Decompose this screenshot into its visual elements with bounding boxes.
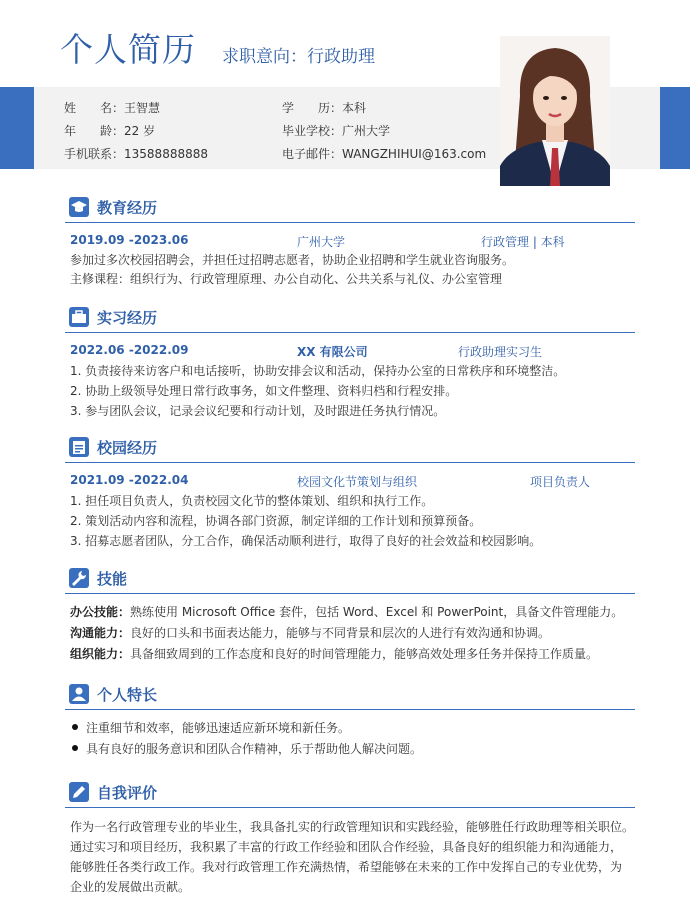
campus-project: 校园文化节策划与组织 <box>297 475 418 489</box>
section-title: 技能 <box>97 570 128 588</box>
section-title: 实习经历 <box>97 309 158 327</box>
calendar-icon <box>69 437 89 457</box>
email-value: WANGZHIHUI@163.com <box>342 147 487 161</box>
age-row: 年 龄：22 岁 <box>64 124 156 138</box>
intern-item: 1. 负责接待来访客户和电话接听，协助安排会议和活动，保持办公室的日常秩序和环境整洁。 <box>70 364 566 378</box>
evaluation-line: 能够胜任各类行政工作。我对行政管理工作充满热情，希望能够在未来的工作中发挥自己的专业优势，为 <box>70 860 623 874</box>
skill-text: 熟练使用 Microsoft Office 套件，包括 Word、Excel 和 PowerPoint，具备文件管理能力。 <box>130 605 624 619</box>
intern-role: 行政助理实习生 <box>458 345 543 359</box>
name-value: 王智慧 <box>124 101 161 115</box>
job-objective: 求职意向：行政助理 <box>222 47 375 67</box>
skill-item <box>70 645 598 662</box>
wrench-icon <box>69 568 89 588</box>
left-accent-bar <box>0 87 34 169</box>
school-value: 广州大学 <box>342 124 391 138</box>
skill-item <box>70 603 623 620</box>
skill-label: 沟通能力： <box>70 626 131 640</box>
skill-text: 具备细致周到的工作态度和良好的时间管理能力，能够高效处理多任务并保持工作质量。 <box>130 647 599 661</box>
bullet-dot <box>72 724 78 730</box>
edu-school: 广州大学 <box>297 235 346 249</box>
phone-row: 手机联系：13588888888 <box>64 147 208 161</box>
section-internship <box>65 304 635 333</box>
campus-item: 1. 担任项目负责人，负责校园文化节的整体策划、组织和执行工作。 <box>70 494 434 508</box>
edu-line: 参加过多次校园招聘会，并担任过招聘志愿者，协助企业招聘和学生就业咨询服务。 <box>70 253 515 267</box>
school-row: 毕业学校：广州大学 <box>282 124 391 138</box>
section-evaluation <box>65 779 635 808</box>
profile-photo <box>500 36 610 186</box>
campus-role: 项目负责人 <box>530 475 591 489</box>
section-traits <box>65 681 635 710</box>
section-campus <box>65 434 635 463</box>
intern-item: 2. 协助上级领导处理日常行政事务，如文件整理、资料归档和行程安排。 <box>70 384 458 398</box>
page-title: 个人简历 <box>60 30 196 69</box>
campus-item: 3. 招募志愿者团队，分工合作，确保活动顺利进行，取得了良好的社会效益和校园影响。 <box>70 534 542 548</box>
skill-item <box>70 624 550 641</box>
campus-date: 2021.09 -2022.04 <box>70 473 189 487</box>
intern-date: 2022.06 -2022.09 <box>70 343 189 357</box>
skill-text: 良好的口头和书面表达能力，能够与不同背景和层次的人进行有效沟通和协调。 <box>130 626 551 640</box>
skill-label: 办公技能： <box>70 605 131 619</box>
email-row: 电子邮件：WANGZHIHUI@163.com <box>282 147 487 161</box>
section-skills <box>65 565 635 594</box>
edu-line: 主修课程：组织行为、行政管理原理、办公自动化、公共关系与礼仪、办公室管理 <box>70 272 503 286</box>
evaluation-line: 通过实习和项目经历，我积累了丰富的行政工作经验和团队合作经验，具备良好的组织能力和沟通能力， <box>70 840 623 854</box>
trait-item: 注重细节和效率，能够迅速适应新环境和新任务。 <box>86 721 351 735</box>
person-icon <box>69 684 89 704</box>
skill-label: 组织能力： <box>70 647 131 661</box>
edu-major: 行政管理 | 本科 <box>481 235 565 249</box>
section-title: 校园经历 <box>97 439 158 457</box>
intern-company: XX 有限公司 <box>297 345 368 359</box>
section-education <box>65 194 635 223</box>
phone-value: 13588888888 <box>124 147 208 161</box>
evaluation-line: 企业的发展做出贡献。 <box>70 880 191 894</box>
edu-date: 2019.09 -2023.06 <box>70 233 189 247</box>
age-value: 22 岁 <box>124 124 156 138</box>
edu-value: 本科 <box>342 101 367 115</box>
trait-item: 具有良好的服务意识和团队合作精神，乐于帮助他人解决问题。 <box>86 742 423 756</box>
section-title: 自我评价 <box>97 784 158 802</box>
graduation-cap-icon <box>69 197 89 217</box>
section-title: 个人特长 <box>97 686 158 704</box>
edu-row: 学 历：本科 <box>282 101 367 115</box>
pencil-icon <box>69 782 89 802</box>
intern-item: 3. 参与团队会议，记录会议纪要和行动计划，及时跟进任务执行情况。 <box>70 404 446 418</box>
section-title: 教育经历 <box>97 199 158 217</box>
name-row: 姓 名：王智慧 <box>64 101 161 115</box>
campus-item: 2. 策划活动内容和流程，协调各部门资源，制定详细的工作计划和预算预备。 <box>70 514 482 528</box>
briefcase-icon <box>69 307 89 327</box>
evaluation-line: 作为一名行政管理专业的毕业生，我具备扎实的行政管理知识和实践经验，能够胜任行政助理等相关职位。 <box>70 820 635 834</box>
right-accent-bar <box>660 87 690 169</box>
bullet-dot <box>72 745 78 751</box>
